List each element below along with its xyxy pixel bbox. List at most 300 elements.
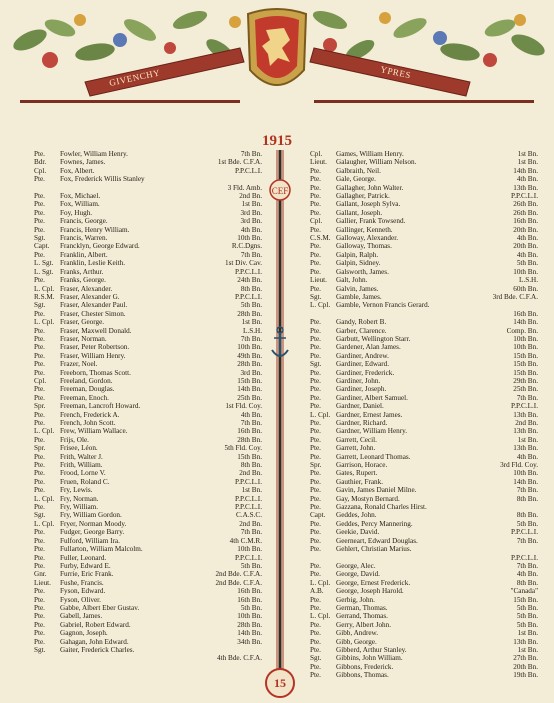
list-item xyxy=(34,545,262,553)
rank: Pte. xyxy=(310,469,321,478)
unit: 5th Bn. xyxy=(516,603,538,612)
unit: 1st Bde. C.F.A. xyxy=(217,158,262,167)
unit: P.P.C.L.I. xyxy=(235,267,262,276)
rank: Cpl. xyxy=(34,166,47,175)
unit: 1st Bn. xyxy=(241,486,262,495)
list-item xyxy=(34,419,262,427)
rank: Pte. xyxy=(310,183,321,192)
rank: Pte. xyxy=(34,461,45,470)
list-item xyxy=(310,570,538,578)
list-item xyxy=(310,579,538,587)
unit: 8th Bn. xyxy=(240,284,262,293)
unit: 4th Bn. xyxy=(516,175,538,184)
unit: 28th Bn. xyxy=(237,435,262,444)
rank: Pte. xyxy=(34,334,45,343)
soldier-name: Gale, George. xyxy=(336,175,376,184)
unit: 8th Bn. xyxy=(240,461,262,470)
soldier-name: Gardiner, Edward. xyxy=(336,360,389,369)
list-item xyxy=(310,327,538,335)
unit: 10th Bn. xyxy=(513,469,538,478)
list-item xyxy=(310,360,538,368)
list-item xyxy=(310,528,538,536)
list-item xyxy=(34,579,262,587)
soldier-name: Geddes, John. xyxy=(336,511,377,520)
rank: Pte. xyxy=(310,267,321,276)
soldier-name: Gallagher, Patrick. xyxy=(336,192,390,201)
list-item xyxy=(34,335,262,343)
list-item xyxy=(310,268,538,276)
soldier-name: Garber, Clarence. xyxy=(336,326,387,335)
list-item xyxy=(310,402,538,410)
soldier-name xyxy=(60,654,214,662)
unit: 7th Bn. xyxy=(240,150,262,158)
list-item xyxy=(310,562,538,570)
soldier-name: Franks, Arthur. xyxy=(60,267,104,276)
decorative-header xyxy=(0,0,554,112)
list-item xyxy=(310,495,538,503)
soldier-name: Gardner, Richard. xyxy=(336,419,388,427)
unit: 8th Bn. xyxy=(516,494,538,503)
list-item xyxy=(34,554,262,562)
list-item xyxy=(310,226,538,234)
list-item xyxy=(34,175,262,183)
unit: 26th Bn. xyxy=(513,200,538,209)
rank: Pte. xyxy=(310,528,321,537)
soldier-name: Gahagan, John Edward. xyxy=(60,637,129,646)
list-item xyxy=(34,646,262,654)
list-item xyxy=(34,612,262,620)
list-item xyxy=(34,184,262,192)
rank xyxy=(34,654,60,662)
rank: Pte. xyxy=(310,477,321,486)
rank: Pte. xyxy=(34,561,45,570)
rank: Lieut. xyxy=(34,578,51,587)
list-item xyxy=(310,654,538,662)
rank: Pte. xyxy=(34,553,45,562)
soldier-name: Galsworth, James. xyxy=(336,267,389,276)
rank: Sgt. xyxy=(310,292,322,301)
list-item xyxy=(310,646,538,654)
unit: 13th Bn. xyxy=(513,183,538,192)
unit: 16th Bn. xyxy=(237,587,262,596)
unit: 3rd Fld. Coy. xyxy=(500,461,538,470)
list-item xyxy=(34,192,262,200)
list-item xyxy=(34,411,262,419)
rank: Pte. xyxy=(310,192,321,201)
rank: Pte. xyxy=(34,368,45,377)
unit: 15th Bn. xyxy=(513,351,538,360)
soldier-name: French, John Scott. xyxy=(60,419,116,427)
list-item xyxy=(310,318,538,326)
unit: 2nd Bn. xyxy=(239,192,262,201)
list-item xyxy=(34,478,262,486)
list-item xyxy=(310,394,538,402)
unit: 25th Bn. xyxy=(237,393,262,402)
list-item xyxy=(34,293,262,301)
rank: Pte. xyxy=(34,250,45,259)
rank: Pte. xyxy=(310,486,321,495)
rank: L. Sgt. xyxy=(34,267,54,276)
list-item xyxy=(310,612,538,620)
unit: 7th Bn. xyxy=(240,419,262,427)
rank: R.S.M. xyxy=(34,292,55,301)
unit: 10th Bn. xyxy=(513,267,538,276)
rank: Pte. xyxy=(34,326,45,335)
list-item xyxy=(34,469,262,477)
rank: Pte. xyxy=(34,200,45,209)
soldier-name xyxy=(60,184,225,192)
soldier-name: Franklin, Leslie Keith. xyxy=(60,259,126,268)
unit: 3rd Bn. xyxy=(240,217,262,226)
list-item xyxy=(34,268,262,276)
unit: 7th Bn. xyxy=(516,486,538,495)
unit: 4th Bn. xyxy=(240,410,262,419)
list-item xyxy=(310,192,538,200)
rank: Spr. xyxy=(34,444,46,453)
list-item xyxy=(310,310,538,318)
rank: Pte. xyxy=(34,175,45,184)
unit: P.P.C.L.I. xyxy=(511,402,538,411)
list-item xyxy=(34,226,262,234)
soldier-name: Francis, Warren. xyxy=(60,234,108,243)
soldier-name: Fry, Lewis. xyxy=(60,486,93,495)
unit: 5th Bn. xyxy=(240,561,262,570)
soldier-name: Gazzana, Ronald Charles Hirst. xyxy=(336,503,427,512)
rank: Pte. xyxy=(310,545,321,554)
soldier-name: Garbutt, Wellington Starr. xyxy=(336,334,411,343)
list-item xyxy=(310,554,538,562)
unit: 3rd Bn. xyxy=(240,208,262,217)
unit: P.P.C.L.I. xyxy=(235,494,262,503)
rank: Pte. xyxy=(310,175,321,184)
rank: Sgt. xyxy=(34,234,46,243)
left-name-column xyxy=(34,150,262,663)
list-item xyxy=(34,570,262,578)
list-item xyxy=(34,285,262,293)
unit: 7th Bn. xyxy=(516,536,538,545)
decorative-spine xyxy=(269,150,291,670)
list-item xyxy=(310,352,538,360)
unit: 20th Bn. xyxy=(513,242,538,251)
rank: Pte. xyxy=(34,620,45,629)
soldier-name: Fruen, Roland C. xyxy=(60,477,110,486)
list-item xyxy=(310,377,538,385)
list-item xyxy=(310,478,538,486)
rank: Pte. xyxy=(34,360,45,369)
list-item xyxy=(34,654,262,662)
unit: 27th Bn. xyxy=(513,654,538,663)
rank: Pte. xyxy=(310,595,321,604)
unit: 15th Bn. xyxy=(513,360,538,369)
soldier-name: Frood, Lorne V. xyxy=(60,469,106,478)
unit: 1st Fld. Coy. xyxy=(225,402,262,411)
unit: 5th Bn. xyxy=(516,612,538,621)
soldier-name: Fraser, Chester Simon. xyxy=(60,309,126,318)
unit: 13th Bn. xyxy=(513,444,538,453)
rank: Gnr. xyxy=(34,570,47,579)
list-item xyxy=(310,520,538,528)
soldier-name: George, Joseph Harold. xyxy=(336,587,404,596)
unit: 4th Bn. xyxy=(516,250,538,259)
rank: L. Cpl. xyxy=(310,578,331,587)
rank: Pte. xyxy=(34,469,45,478)
rank: Lieut. xyxy=(310,276,327,285)
unit: C.A.S.C. xyxy=(236,511,262,520)
unit: 4th Bde. C.F.A. xyxy=(217,654,262,663)
rank: Pte. xyxy=(34,536,45,545)
soldier-name: Fox, Frederick Willis Stanley xyxy=(60,175,145,184)
unit: P.P.C.L.I. xyxy=(511,553,538,562)
list-item xyxy=(310,419,538,427)
unit xyxy=(535,503,538,511)
list-item xyxy=(34,436,262,444)
rank: L. Sgt. xyxy=(34,259,54,268)
soldier-name: Frew, William Wallace. xyxy=(60,427,128,436)
rank: Pte. xyxy=(34,192,45,201)
unit: 8th Bn. xyxy=(516,578,538,587)
soldier-name: Gardner, William Henry. xyxy=(336,427,408,436)
list-item xyxy=(310,537,538,545)
unit: P.P.C.L.I. xyxy=(235,553,262,562)
soldier-name: Gibbins, John William. xyxy=(336,654,403,663)
unit: 13th Bn. xyxy=(513,410,538,419)
soldier-name: Geekie, David. xyxy=(336,528,380,537)
rank: Lieut. xyxy=(310,158,327,167)
rank: C.S.M. xyxy=(310,234,331,243)
soldier-name: Gallant, Joseph. xyxy=(336,208,383,217)
rank: Pte. xyxy=(310,427,321,436)
soldier-name: Gallier, Frank Towsend. xyxy=(336,217,406,226)
soldier-name: Gibberd, Arthur Stanley. xyxy=(336,645,407,654)
rank: A.B. xyxy=(310,587,324,596)
rank: Spr. xyxy=(34,402,46,411)
list-item xyxy=(310,596,538,604)
rank: Pte. xyxy=(34,477,45,486)
unit xyxy=(259,646,262,654)
soldier-name: Freeman, Lancroft Howard. xyxy=(60,402,141,411)
list-item xyxy=(34,360,262,368)
list-item xyxy=(34,503,262,511)
page-number: 15 xyxy=(265,668,295,698)
soldier-name: Fowler, William Henry. xyxy=(60,150,128,158)
unit: 28th Bn. xyxy=(237,620,262,629)
soldier-name: Gibbons, Thomas. xyxy=(336,671,389,680)
unit: 8th Bn. xyxy=(516,511,538,520)
list-item xyxy=(310,167,538,175)
rank: Pte. xyxy=(310,519,321,528)
soldier-name: Fulford, William Ira. xyxy=(60,536,120,545)
rank: Pte. xyxy=(310,166,321,175)
list-item xyxy=(310,587,538,595)
list-item xyxy=(34,427,262,435)
soldier-name: Galaugher, William Nelson. xyxy=(336,158,417,167)
unit: 34th Bn. xyxy=(237,637,262,646)
list-item xyxy=(310,251,538,259)
list-item xyxy=(310,503,538,511)
soldier-name: German, Thomas. xyxy=(336,603,388,612)
list-item xyxy=(34,242,262,250)
list-item xyxy=(310,175,538,183)
rank: Pte. xyxy=(34,343,45,352)
list-item xyxy=(34,537,262,545)
soldier-name: Galpin, Ralph. xyxy=(336,250,379,259)
list-item xyxy=(34,604,262,612)
rank: Pte. xyxy=(310,503,321,512)
unit: 15th Bn. xyxy=(237,376,262,385)
rank: Pte. xyxy=(34,637,45,646)
rank xyxy=(34,184,60,192)
unit: 1st Bn. xyxy=(517,435,538,444)
list-item xyxy=(310,301,538,309)
list-item xyxy=(310,444,538,452)
unit: 16th Bn. xyxy=(237,595,262,604)
soldier-name: Fudger, George Barry. xyxy=(60,528,125,537)
list-item xyxy=(34,327,262,335)
unit: Comp. Bn. xyxy=(506,326,538,335)
soldier-name: Gerbig, John. xyxy=(336,595,375,604)
rank: Pte. xyxy=(34,545,45,554)
unit: 14th Bn. xyxy=(237,385,262,394)
list-item xyxy=(34,150,262,158)
unit: 49th Bn. xyxy=(237,351,262,360)
list-item xyxy=(310,200,538,208)
list-item xyxy=(310,259,538,267)
soldier-name: Fraser, Alexander Paul. xyxy=(60,301,128,310)
soldier-name xyxy=(336,310,510,318)
list-item xyxy=(34,638,262,646)
rank: Pte. xyxy=(310,570,321,579)
unit: 7th Bn. xyxy=(240,250,262,259)
soldier-name: Fraser, Alexander G. xyxy=(60,292,120,301)
list-item xyxy=(310,217,538,225)
rank: Pte. xyxy=(34,629,45,638)
list-item xyxy=(310,469,538,477)
rank: Pte. xyxy=(310,343,321,352)
list-item xyxy=(310,369,538,377)
list-item xyxy=(310,663,538,671)
soldier-name: Freeman, Douglas. xyxy=(60,385,115,394)
soldier-name: Gandy, Robert B. xyxy=(336,318,387,327)
rank: Pte. xyxy=(34,587,45,596)
soldier-name: Gibb, George. xyxy=(336,637,377,646)
rank: Spr. xyxy=(310,461,322,470)
rank: Pte. xyxy=(34,603,45,612)
unit: 19th Bn. xyxy=(513,671,538,680)
rank: Pte. xyxy=(310,444,321,453)
soldier-name: Gates, Rupert. xyxy=(336,469,378,478)
soldier-name: Gehlert, Christian Marius. xyxy=(336,545,412,554)
soldier-name: French, Frederick A. xyxy=(60,410,120,419)
soldier-name: Gardiner, John. xyxy=(336,376,381,385)
rank: Pte. xyxy=(310,435,321,444)
list-item xyxy=(34,209,262,217)
soldier-name: Freeman, Enoch. xyxy=(60,393,109,402)
soldier-name: Gallinger, Kenneth. xyxy=(336,225,393,234)
list-item xyxy=(34,587,262,595)
rank: Pte. xyxy=(34,503,45,512)
unit: 5th Bn. xyxy=(240,301,262,310)
list-item xyxy=(34,352,262,360)
soldier-name: George, Alec. xyxy=(336,561,376,570)
right-name-column xyxy=(310,150,538,680)
rank: Pte. xyxy=(310,385,321,394)
soldier-name: Frijs, Ole. xyxy=(60,435,89,444)
unit: 20th Bn. xyxy=(513,225,538,234)
unit: P.P.C.L.I. xyxy=(235,477,262,486)
list-item xyxy=(34,444,262,452)
list-item xyxy=(34,621,262,629)
soldier-name: Fox, Albert. xyxy=(60,166,95,175)
soldier-name: Galloway, Thomas. xyxy=(336,242,392,251)
unit: 16th Bn. xyxy=(513,309,538,318)
rank: L. Cpl. xyxy=(310,301,331,310)
soldier-name: Gibbons, Frederick. xyxy=(336,662,394,671)
rank: Pte. xyxy=(34,150,45,158)
unit: 3 Fld. Amb. xyxy=(227,183,262,192)
soldier-name: Fraser, George. xyxy=(60,318,105,327)
list-item xyxy=(310,671,538,679)
rank: Pte. xyxy=(310,334,321,343)
soldier-name: Fushe, Francis. xyxy=(60,578,104,587)
soldier-name: Galt, John. xyxy=(336,276,368,285)
list-item xyxy=(34,453,262,461)
unit: "Canada" xyxy=(510,587,538,596)
rank: Pte. xyxy=(310,208,321,217)
list-item xyxy=(34,402,262,410)
soldier-name: Gerrand, Thomas. xyxy=(336,612,388,621)
list-item xyxy=(34,596,262,604)
soldier-name: Francklyn, George Edward. xyxy=(60,242,140,251)
list-item xyxy=(310,242,538,250)
rank: Pte. xyxy=(34,208,45,217)
list-item xyxy=(310,411,538,419)
list-item xyxy=(34,158,262,166)
unit: 7th Bn. xyxy=(516,393,538,402)
rank: Pte. xyxy=(34,351,45,360)
rank: Capt. xyxy=(310,511,326,520)
rank: L. Cpl. xyxy=(310,410,331,419)
unit: 2nd Bn. xyxy=(239,469,262,478)
rank: Sgt. xyxy=(34,511,46,520)
unit: 14th Bn. xyxy=(513,166,538,175)
unit: 4th Bn. xyxy=(240,225,262,234)
unit: 1st Bn. xyxy=(517,645,538,654)
unit: 1st Bn. xyxy=(241,318,262,327)
soldier-name: Gabell, James. xyxy=(60,612,103,621)
unit: P.P.C.L.I. xyxy=(235,503,262,512)
rank: Pte. xyxy=(310,637,321,646)
rank: L. Cpl. xyxy=(34,318,55,327)
soldier-name: Freeland, Gordon. xyxy=(60,376,113,385)
soldier-name: Frazer, Noel. xyxy=(60,360,98,369)
rank: Pte. xyxy=(34,276,45,285)
rank xyxy=(310,310,336,318)
unit: 4th Bn. xyxy=(516,234,538,243)
unit: 5th Bn. xyxy=(516,519,538,528)
unit: L.S.H. xyxy=(243,326,262,335)
unit: 15th Bn. xyxy=(513,595,538,604)
list-item xyxy=(34,369,262,377)
soldier-name: Fraser, Alexander. xyxy=(60,284,113,293)
rank xyxy=(310,554,336,562)
soldier-name: Fuller, Leonard. xyxy=(60,553,107,562)
rank: Pte. xyxy=(310,376,321,385)
unit: P.P.C.L.I. xyxy=(511,192,538,201)
unit: 13th Bn. xyxy=(513,637,538,646)
soldier-name: Gallagher, John Walter. xyxy=(336,183,404,192)
soldier-name: Furby, Edward E. xyxy=(60,561,111,570)
rank: Pte. xyxy=(310,536,321,545)
